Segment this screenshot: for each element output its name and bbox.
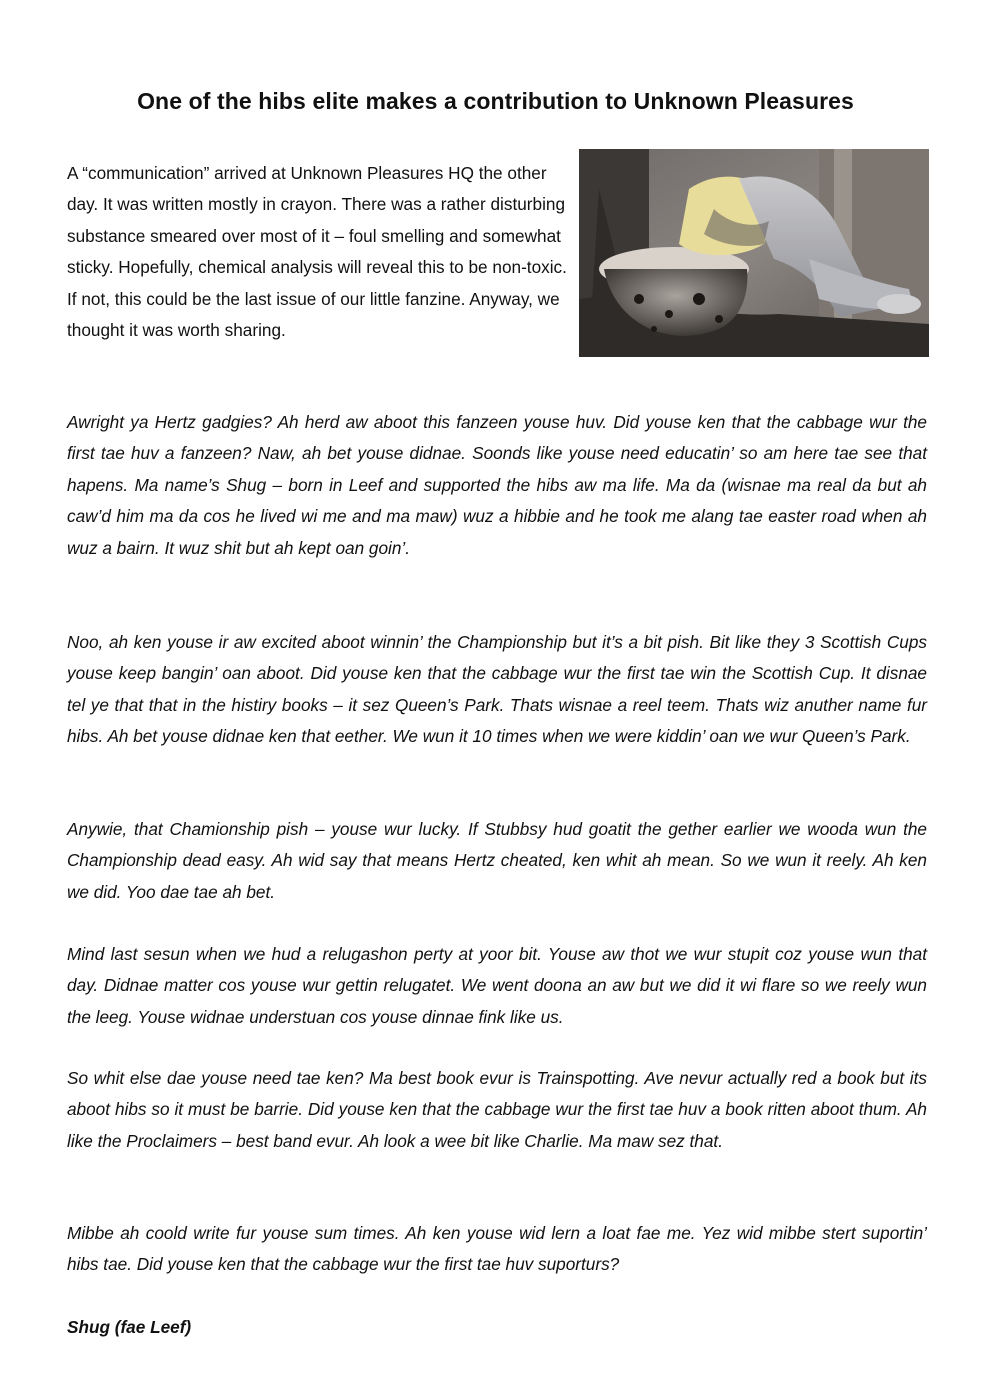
- article-title: One of the hibs elite makes a contribution to Unknown Pleasures: [137, 88, 854, 114]
- letter-paragraph: Mibbe ah coold write fur youse sum times. Ah ken youse wid lern a loat fae me. Yez wid mibbe stert suportin’ hibs tae. Did youse ken that the cabbage wur the first tae huv suporturs?: [67, 1223, 927, 1275]
- letter-paragraph: So whit else dae youse need tae ken? Ma best book evur is Trainspotting. Ave nevur actually red a book but its aboot hibs so it must be barrie. Did youse ken that the cabbage wur the first tae huv a book ritten aboot thum. Ah like the Proclaimers – best band evur. Ah look a wee bit like Charlie. Ma maw sez that.: [67, 1068, 927, 1151]
- letter-paragraph: Noo, ah ken youse ir aw excited aboot winnin’ the Championship but it’s a bit pish. Bit like they 3 Scottish Cups youse keep bangin’ oan aboot. Did youse ken that the cabbage wur the first tae win the Scottish Cup. It disnae tel ye that that in the histiry books – it sez Queen’s Park. Thats wisnae a reel teem. Thats wiz anuther name fur hibs. Ah bet youse didnae ken that eether. We wun it 10 times when we were kiddin’ oan we wur Queen’s Park.: [67, 632, 927, 747]
- letter-paragraph: Anywie, that Chamionship pish – youse wur lucky. If Stubbsy hud goatit the gether earlier we wooda wun the Championship dead easy. Ah wid say that means Hertz cheated, ken whit ah mean. So we wun it reely. Ah ken we did. Yoo dae tae ah bet.: [67, 819, 927, 902]
- letter-paragraph: Mind last sesun when we hud a relugashon perty at yoor bit. Youse aw thot we wur stupit coz youse wun that day. Didnae matter cos youse wur gettin relugatet. We went doona an aw but we did it wi flare so we reely wun the leeg. Youse widnae understuan cos youse dinnae fink like us.: [67, 944, 927, 1027]
- letter-paragraph: Awright ya Hertz gadgies? Ah herd aw aboot this fanzeen youse huv. Did youse ken that the cabbage wur the first tae huv a fanzeen? Naw, ah bet youse didnae. Soonds like youse need educatin’ so am here tae see that hapens. Ma name’s Shug – born in Leef and supported the hibs aw ma life. Ma da (wisnae ma real da but ah caw’d him ma da cos he lived wi me and ma maw) wuz a hibbie and he took me alang tae easter road when ah wuz a bairn. It wuz shit but ah kept oan goin’.: [67, 412, 927, 558]
- signature: Shug (fae Leef): [67, 1317, 192, 1337]
- intro-paragraph: A “communication” arrived at Unknown Pleasures HQ the other day. It was written mostly in crayon. There was a rather disturbing substance smeared over most of it – foul smelling and somewhat sticky. Hopefully, chemical analysis will reveal this to be non-toxic. If not, this could be the last issue of our little fanzine. Anyway, we thought it was worth sharing.: [67, 163, 567, 341]
- photo-illustration: [579, 149, 929, 357]
- toilet-photo: [579, 149, 929, 357]
